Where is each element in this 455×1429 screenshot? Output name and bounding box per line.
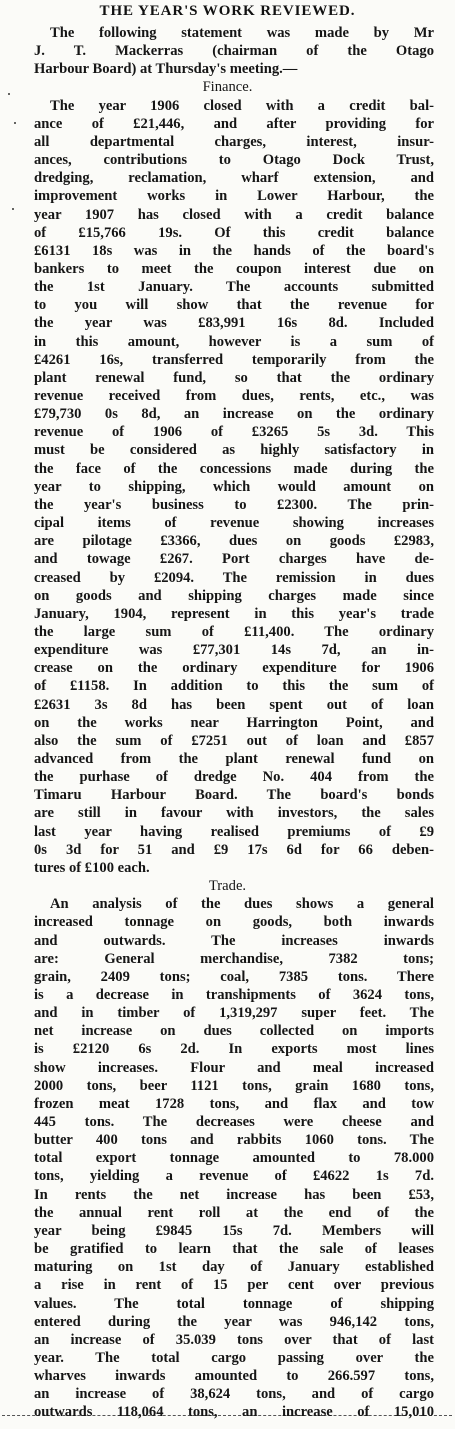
text-line: of £1158. In addition to this the sum of — [34, 678, 434, 695]
text-line: are pilotage £3366, dues on goods £2983, — [34, 533, 434, 550]
text-line: revenue received from dues, rents, etc., was — [34, 388, 434, 404]
article-headline: THE YEAR'S WORK REVIEWED. — [99, 3, 356, 19]
text-line: Timaru Harbour Board. The board's bonds — [34, 787, 434, 804]
text-line: entered during the year was 946,142 tons, — [34, 1313, 434, 1330]
text-line: £79,730 0s 8d, an increase on the ordinary — [34, 406, 434, 423]
text-line: be gratified to learn that the sale of leases — [34, 1241, 434, 1258]
text-line: 0s 3d for 51 and £9 17s 6d for 66 deben- — [34, 841, 434, 858]
text-line: The following statement was made by Mr — [50, 25, 434, 41]
text-line: In rents the net increase has been £53, — [34, 1186, 434, 1203]
text-line: the year's business to £2300. The prin- — [34, 496, 434, 513]
text-line: improvement works in Lower Harbour, the — [34, 188, 434, 205]
text-line: show increases. Flour and meal increased — [34, 1059, 434, 1076]
text-line: and outwards. The increases inwards — [34, 932, 434, 949]
section-heading: Finance. — [202, 79, 253, 96]
text-line: creased by £2094. The remission in dues — [34, 569, 434, 586]
text-line: year. The total cargo passing over the — [34, 1350, 434, 1366]
text-line: An analysis of the dues shows a general — [50, 896, 434, 913]
text-line: is £2120 6s 2d. In exports most lines — [34, 1041, 434, 1058]
text-line: January, 1904, represent in this year's trade — [34, 605, 434, 622]
text-line: the face of the concessions made during the — [34, 460, 434, 477]
text-line: maturing on 1st day of January established — [34, 1259, 434, 1276]
text-line: the large sum of £11,400. The ordinary — [34, 623, 434, 640]
text-line: the 1st January. The accounts submitted — [34, 279, 434, 296]
text-line: £6131 18s was in the hands of the board's — [34, 242, 434, 259]
text-line: in this amount, however is a sum of — [34, 333, 434, 350]
text-line: year being £9845 15s 7d. Members will — [34, 1222, 434, 1239]
text-line: tures of £100 each. — [34, 859, 150, 876]
text-line: values. The total tonnage of shipping — [34, 1295, 434, 1312]
text-line: is a decrease in transhipments of 3624 tons, — [34, 986, 434, 1003]
text-line: frozen meat 1728 tons, and flax and tow — [34, 1095, 434, 1112]
text-line: grain, 2409 tons; coal, 7385 tons. There — [34, 968, 434, 985]
text-line: an increase of 35.039 tons over that of last — [34, 1331, 434, 1348]
text-line: and in timber of 1,319,297 super feet. The — [34, 1005, 434, 1022]
print-speck — [12, 208, 14, 210]
text-line: year to shipping, which would amount on — [34, 478, 434, 495]
text-line: all departmental charges, interest, insur- — [34, 133, 434, 150]
text-line: expenditure was £77,301 14s 7d, an in- — [34, 642, 434, 659]
text-line: of £15,766 19s. Of this credit balance — [34, 224, 434, 241]
text-line: the annual rent roll at the end of the — [34, 1204, 434, 1221]
print-speck — [14, 122, 16, 124]
text-line: are: General merchandise, 7382 tons; — [34, 950, 434, 967]
text-line: £2631 3s 8d has been spent out of loan — [34, 696, 434, 713]
text-line: cipal items of revenue showing increases — [34, 515, 434, 531]
text-line: year 1907 has closed with a credit balance — [34, 206, 434, 223]
text-line: The year 1906 closed with a credit bal- — [50, 97, 434, 114]
text-line: to you will show that the revenue for — [34, 297, 434, 314]
text-line: must be considered as highly satisfactory in — [34, 442, 434, 459]
text-line: ance of £21,446, and after providing for — [34, 115, 434, 132]
section-heading: Trade. — [208, 878, 247, 894]
text-line: on goods and shipping charges made since — [34, 587, 434, 604]
text-line: wharves inwards amounted to 266.597 tons, — [34, 1368, 434, 1385]
text-line: butter 400 tons and rabbits 1060 tons. The — [34, 1132, 434, 1149]
text-line: 2000 tons, beer 1121 tons, grain 1680 tons, — [34, 1077, 434, 1094]
text-line: an increase of 38,624 tons, and of cargo — [34, 1386, 434, 1403]
text-line: bankers to meet the coupon interest due on — [34, 261, 434, 277]
text-line: the purhase of dredge No. 404 from the — [34, 769, 434, 786]
text-line: ances, contributions to Otago Dock Trust, — [34, 152, 434, 169]
text-line: net increase on dues collected on imports — [34, 1023, 434, 1040]
text-line: a rise in rent of 15 per cent over previous — [34, 1277, 434, 1294]
text-line: Harbour Board) at Thursday's meeting.— — [34, 61, 298, 78]
text-line: are still in favour with investors, the sales — [34, 805, 434, 822]
text-line: increased tonnage on goods, both inwards — [34, 914, 434, 931]
text-line: 445 tons. The decreases were cheese and — [34, 1114, 434, 1130]
text-line: £4261 16s, transferred temporarily from the — [34, 351, 434, 368]
text-line: crease on the ordinary expenditure for 1906 — [34, 660, 434, 677]
text-line: on the works near Harrington Point, and — [34, 714, 434, 731]
text-line: plant renewal fund, so that the ordinary — [34, 369, 434, 386]
text-line: revenue of 1906 of £3265 5s 3d. This — [34, 424, 434, 441]
text-line: J. T. Mackerras (chairman of the Otago — [34, 43, 434, 60]
text-line: advanced from the plant renewal fund on — [34, 751, 434, 767]
text-line: dredging, reclamation, wharf extension, and — [34, 170, 434, 187]
text-line: last year having realised premiums of £9 — [34, 823, 434, 840]
text-line: total export tonnage amounted to 78.000 — [34, 1150, 434, 1167]
text-line: the year was £83,991 16s 8d. Included — [34, 315, 434, 332]
text-line: also the sum of £7251 out of loan and £857 — [34, 732, 434, 749]
text-line: tons, yielding a revenue of £4622 1s 7d. — [34, 1168, 434, 1185]
text-line: outwards 118,064 tons, an increase of 15,010 — [34, 1404, 434, 1421]
text-line: and towage £267. Port charges have de- — [34, 551, 434, 568]
